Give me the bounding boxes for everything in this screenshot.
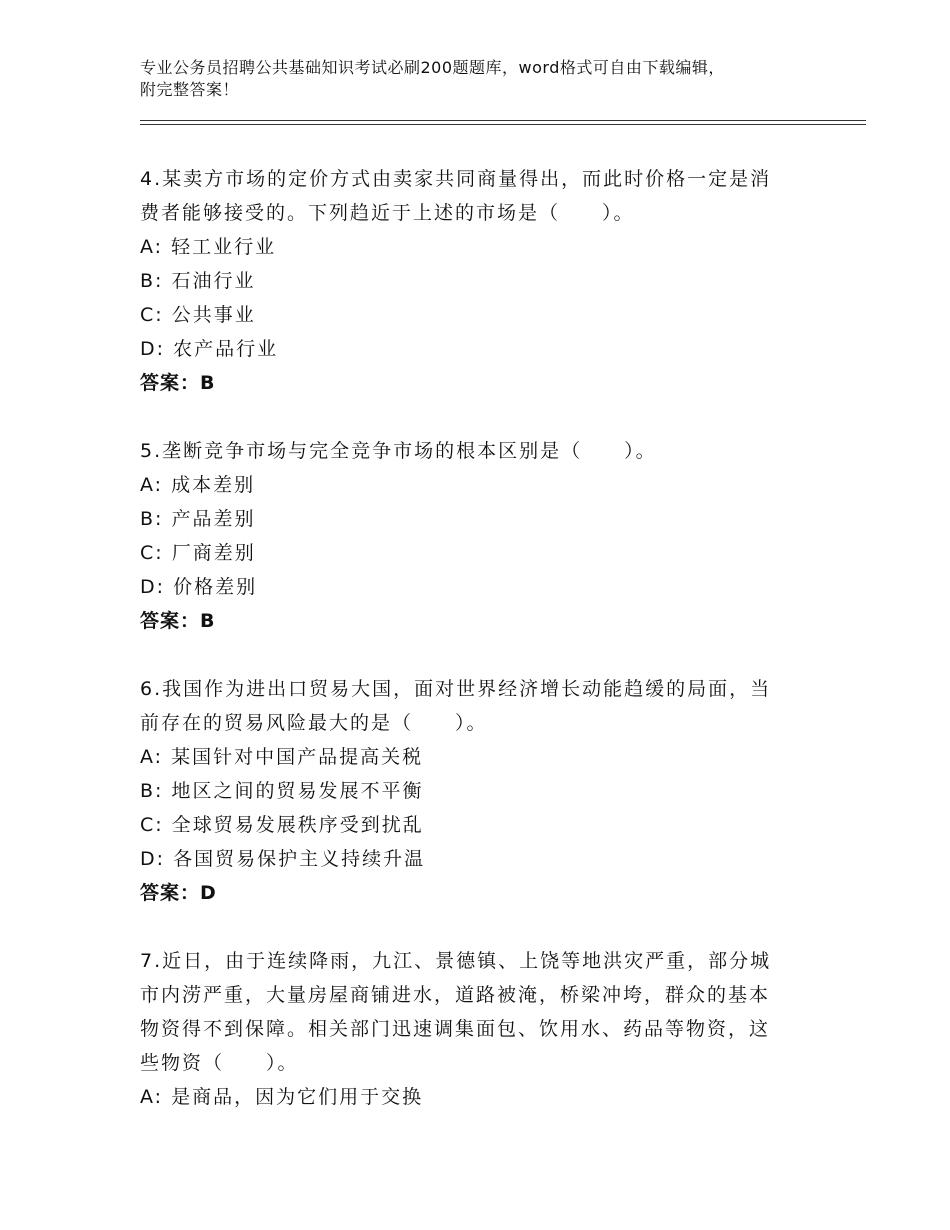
question-7 xyxy=(140,944,800,1114)
answer-label: 答案：D xyxy=(140,882,217,904)
question-6 xyxy=(140,672,800,910)
option-d: D: 价格差别 xyxy=(140,576,258,598)
option-c: C: 公共事业 xyxy=(140,304,256,326)
question-stem: 物资得不到保障。相关部门迅速调集面包、饮用水、药品等物资，这 xyxy=(140,1018,771,1040)
option-d: D: 农产品行业 xyxy=(140,338,279,360)
question-stem: 些物资（ ）。 xyxy=(140,1052,299,1074)
question-stem: 前存在的贸易风险最大的是（ ）。 xyxy=(140,712,488,734)
answer-label: 答案：B xyxy=(140,372,216,394)
question-stem: 费者能够接受的。下列趋近于上述的市场是（ ）。 xyxy=(140,202,635,224)
question-stem: 4.某卖方市场的定价方式由卖家共同商量得出，而此时价格一定是消 xyxy=(140,168,772,190)
answer-label: 答案：B xyxy=(140,610,216,632)
option-a: A: 是商品，因为它们用于交换 xyxy=(140,1086,424,1108)
question-stem: 7.近日，由于连续降雨，九江、景德镇、上饶等地洪灾严重，部分城 xyxy=(140,950,772,972)
question-stem: 6.我国作为进出口贸易大国，面对世界经济增长动能趋缓的局面，当 xyxy=(140,678,772,700)
header-line: 专业公务员招聘公共基础知识考试必刷200题题库，word格式可自由下载编辑， xyxy=(140,58,725,77)
option-a: A: 成本差别 xyxy=(140,474,256,496)
header-divider xyxy=(140,120,866,121)
header-line: 附完整答案！ xyxy=(140,80,240,99)
question-5 xyxy=(140,434,800,638)
question-4 xyxy=(140,162,800,400)
option-c: C: 全球贸易发展秩序受到扰乱 xyxy=(140,814,424,836)
option-b: B: 地区之间的贸易发展不平衡 xyxy=(140,780,424,802)
question-list xyxy=(140,162,800,1148)
option-c: C: 厂商差别 xyxy=(140,542,256,564)
question-stem: 5.垄断竞争市场与完全竞争市场的根本区别是（ ）。 xyxy=(140,440,657,462)
option-d: D: 各国贸易保护主义持续升温 xyxy=(140,848,426,870)
option-a: A: 轻工业行业 xyxy=(140,236,277,258)
option-b: B: 产品差别 xyxy=(140,508,256,530)
option-a: A: 某国针对中国产品提高关税 xyxy=(140,746,424,768)
document-header xyxy=(140,57,830,101)
header-divider xyxy=(140,124,866,125)
question-stem: 市内涝严重，大量房屋商铺进水，道路被淹，桥梁冲垮，群众的基本 xyxy=(140,984,771,1006)
option-b: B: 石油行业 xyxy=(140,270,256,292)
